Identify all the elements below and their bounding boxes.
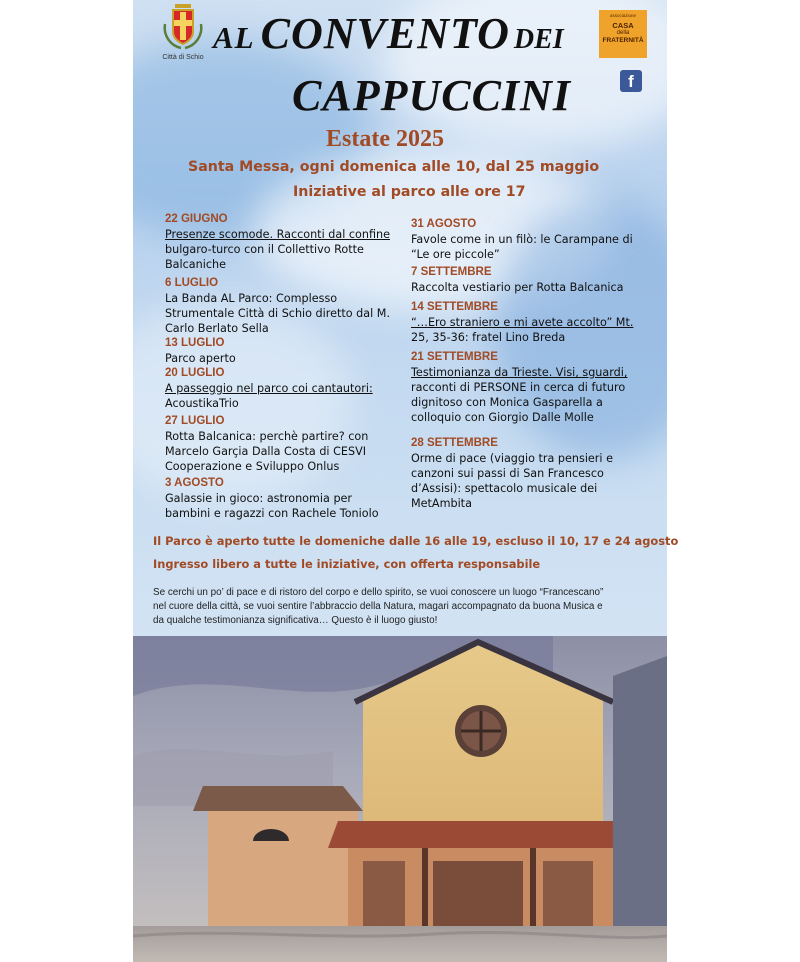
event-date: 31 AGOSTO <box>411 218 477 230</box>
event-text-line: Orme di pace (viaggio tra pensieri e <box>411 452 613 465</box>
city-coat-of-arms-icon <box>161 2 205 52</box>
season-heading: Estate 2025 <box>326 126 444 152</box>
event-text-line: Presenze scomode. Racconti dal confine <box>165 228 390 241</box>
blurb-line: nel cuore della città, se vuoi sentire l’abbraccio della Natura, magari accompagnato da buona Musica e <box>153 601 603 612</box>
casa-label-1: CASA <box>612 21 634 30</box>
event-date: 6 LUGLIO <box>165 277 219 289</box>
event-description <box>411 365 651 425</box>
city-label: Città di Schio <box>162 54 204 61</box>
event-item <box>411 217 651 262</box>
facebook-icon[interactable]: f <box>620 70 642 92</box>
event-text-line: MetAmbita <box>411 497 472 510</box>
invitation-blurb <box>153 586 603 628</box>
event-text-line: dignitoso con Monica Gasparella a <box>411 396 603 409</box>
event-item <box>411 265 651 295</box>
event-item <box>165 336 405 366</box>
event-text-line: 25, 35-36: fratel Lino Breda <box>411 331 566 344</box>
event-text-line: Testimonianza da Trieste. Visi, sguardi, <box>411 366 628 379</box>
event-text-line: Favole come in un filò: le Carampane di <box>411 233 633 246</box>
free-entry-note: Ingresso libero a tutte le iniziative, con offerta responsabile <box>153 557 541 571</box>
event-description <box>165 291 405 336</box>
event-item <box>165 414 405 474</box>
city-logo <box>161 2 205 64</box>
event-text-line: bulgaro-turco con il Collettivo Rotte <box>165 243 364 256</box>
event-date: 14 SETTEMBRE <box>411 301 498 313</box>
page-title <box>213 8 564 59</box>
initiatives-time: Iniziative al parco alle ore 17 <box>293 184 526 200</box>
event-description <box>411 315 651 345</box>
title-word-convento: CONVENTO <box>260 9 510 58</box>
event-date: 22 GIUGNO <box>165 213 228 225</box>
event-text-line: racconti di PERSONE in cerca di futuro <box>411 381 626 394</box>
event-text-line: AcoustikaTrio <box>165 397 239 410</box>
event-item <box>411 436 651 511</box>
event-text-line: Strumentale Città di Schio diretto dal M. <box>165 307 391 320</box>
event-text-line: d’Assisi): spettacolo musicale dei <box>411 482 598 495</box>
event-text-line: Rotta Balcanica: perchè partire? con <box>165 430 369 443</box>
events-right-column <box>411 217 651 511</box>
page-title-line2: CAPPUCCINI <box>292 71 571 120</box>
mass-schedule: Santa Messa, ogni domenica alle 10, dal 25 maggio <box>188 159 600 175</box>
event-description <box>165 429 405 474</box>
event-text-line: Carlo Berlato Sella <box>165 322 269 335</box>
event-description <box>411 232 651 262</box>
event-date: 28 SETTEMBRE <box>411 437 498 449</box>
event-item <box>411 300 651 345</box>
event-item <box>165 366 405 411</box>
casa-label-3: FRATERNITÀ <box>602 37 644 44</box>
blurb-line: Se cerchi un po’ di pace e di ristoro del corpo e dello spirito, se vuoi conoscere un luogo “Francescano” <box>153 587 604 598</box>
casa-fraternita-logo <box>599 10 647 58</box>
events-left-column <box>165 212 405 521</box>
event-item <box>165 212 405 272</box>
event-date: 13 LUGLIO <box>165 337 225 349</box>
convent-painting <box>133 636 667 962</box>
event-text-line: Galassie in gioco: astronomia per <box>165 492 353 505</box>
event-text-line: Balcaniche <box>165 258 226 271</box>
event-date: 20 LUGLIO <box>165 367 225 379</box>
event-text-line: “Le ore piccole” <box>411 248 500 261</box>
event-description <box>165 227 405 272</box>
event-date: 7 SETTEMBRE <box>411 266 492 278</box>
event-date: 27 LUGLIO <box>165 415 225 427</box>
event-text-line: Cooperazione e Sviluppo Onlus <box>165 460 340 473</box>
event-text-line: bambini e ragazzi con Rachele Toniolo <box>165 507 379 520</box>
event-text-line: Parco aperto <box>165 352 236 365</box>
event-item <box>411 350 651 425</box>
title-word-al: AL <box>213 20 255 55</box>
event-description <box>411 451 651 511</box>
title-word-dei: DEI <box>513 24 564 55</box>
event-description <box>165 381 405 411</box>
event-text-line: “…Ero straniero e mi avete accolto” Mt. <box>411 316 634 329</box>
casa-label-2: della <box>616 30 630 36</box>
event-text-line: La Banda AL Parco: Complesso <box>165 292 338 305</box>
event-text-line: canzoni sui passi di San Francesco <box>411 467 604 480</box>
blurb-line: da qualche testimonianza significativa… Questo è il luogo giusto! <box>153 615 438 626</box>
event-item <box>165 276 405 336</box>
park-opening-hours: Il Parco è aperto tutte le domeniche dalle 16 alle 19, escluso il 10, 17 e 24 agosto <box>153 534 679 548</box>
event-item <box>165 476 405 521</box>
event-text-line: A passeggio nel parco coi cantautori: <box>165 382 373 395</box>
event-description <box>165 351 405 366</box>
convent-painting-svg <box>133 636 667 962</box>
event-description <box>411 280 651 295</box>
event-text-line: colloquio con Giorgio Dalle Molle <box>411 411 594 424</box>
event-date: 21 SETTEMBRE <box>411 351 498 363</box>
event-text-line: Raccolta vestiario per Rotta Balcanica <box>411 281 624 294</box>
event-description <box>165 491 405 521</box>
event-text-line: Marcelo Garçia Dalla Costa di CESVI <box>165 445 367 458</box>
event-date: 3 AGOSTO <box>165 477 224 489</box>
casa-small-label: associazione <box>609 13 636 18</box>
